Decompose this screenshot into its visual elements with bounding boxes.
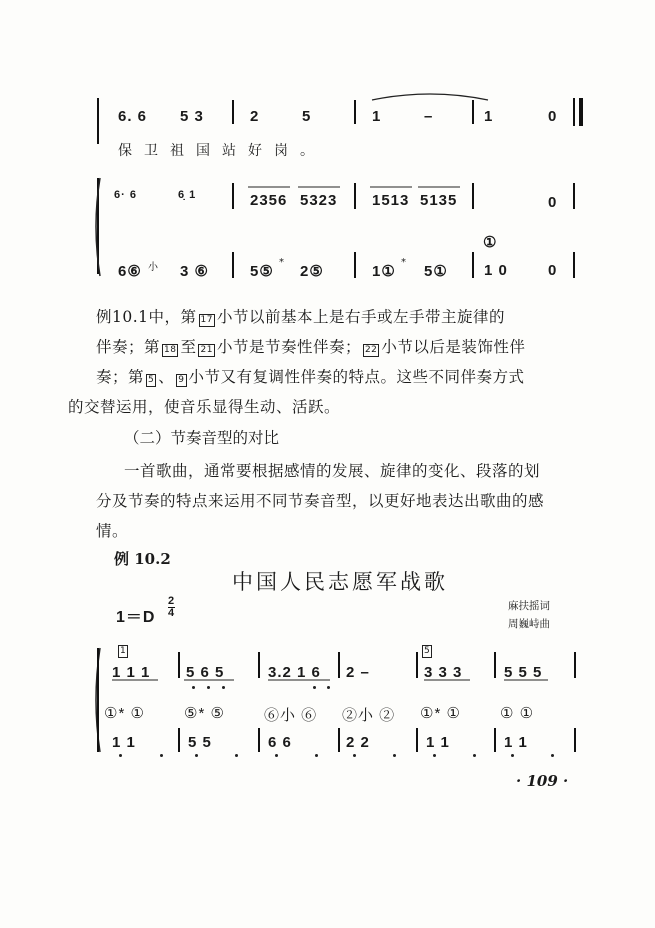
accomp-upper: ②小 ② <box>342 707 396 724</box>
composer: 周巍峙曲 <box>508 618 550 630</box>
bass-note: ① <box>483 234 498 251</box>
bass-note: 3 ⑥ <box>180 263 209 280</box>
text: 、 <box>158 368 175 386</box>
text: 例10.1中，第 <box>96 308 197 326</box>
para-line <box>96 332 586 362</box>
para-line <box>96 362 586 392</box>
bar-line <box>258 728 260 752</box>
bar-line <box>338 728 340 752</box>
measure-box: 17 <box>200 315 213 325</box>
octave-dot <box>327 686 330 689</box>
octave-dot <box>551 754 554 757</box>
tie-curve <box>372 94 488 100</box>
chord-stack: 6· 6 <box>114 189 137 201</box>
bass-mark: * <box>279 257 284 268</box>
key-signature: 1＝D <box>116 609 156 626</box>
octave-dot <box>192 686 195 689</box>
bass-mark: * <box>401 257 406 268</box>
accomp-lower: 1 1 <box>112 734 136 751</box>
octave-dot <box>433 754 436 757</box>
melody-note: 2 <box>250 108 260 125</box>
accomp-upper: ①* ① <box>420 705 461 722</box>
lyrics: 保卫祖国站好岗。 <box>118 143 326 159</box>
bass-note: 1① <box>372 263 396 280</box>
text: 小节又有复调性伴奏的特点。这些不同伴奏方式 <box>188 368 525 386</box>
section-heading: （二）节奏音型的对比 <box>124 429 280 447</box>
bar-line <box>494 728 496 752</box>
text: 伴奏；第 <box>96 338 161 356</box>
time-top: 2 <box>168 595 176 607</box>
octave-dot <box>353 754 356 757</box>
accomp-lower: 5 5 <box>188 734 212 751</box>
chord-rest: 0 <box>548 194 558 211</box>
chord-run: 5135 <box>420 192 458 209</box>
bass-mark: 小 <box>148 262 158 273</box>
measure-box: 21 <box>200 345 213 355</box>
paragraph-2 <box>96 456 586 546</box>
octave-dot <box>207 686 210 689</box>
bar-line <box>178 728 180 752</box>
octave-dot <box>275 754 278 757</box>
melody-note: 5 5 5 <box>504 664 543 681</box>
measure-box: 22 <box>364 345 378 355</box>
chord-run: 2356 <box>250 192 288 209</box>
melody-note: 5 6 5 <box>186 664 225 681</box>
melody-note: 2 – <box>346 664 370 681</box>
melody-note: 1 1 1 <box>112 664 151 681</box>
system-start-bar <box>97 648 99 752</box>
text: 至 <box>180 338 197 356</box>
melody-note: – <box>424 108 434 125</box>
bar-line <box>416 652 418 678</box>
text: 的交替运用，使音乐显得生动、活跃。 <box>68 398 341 416</box>
text: 小节以前基本上是右手或左手带主旋律的 <box>216 308 505 326</box>
accomp-upper: ⑥小 ⑥ <box>264 707 318 724</box>
octave-dot <box>315 754 318 757</box>
octave-dot <box>313 686 316 689</box>
melody-note: 1 <box>484 108 494 125</box>
para-line <box>96 302 586 332</box>
octave-dot <box>235 754 238 757</box>
melody-note: 0 <box>548 108 558 125</box>
bar-line <box>338 652 340 678</box>
accomp-upper: ①* ① <box>104 705 145 722</box>
para-line: 分及节奏的特点来运用不同节奏音型，以更好地表达出歌曲的感 <box>96 492 545 510</box>
para-line <box>68 392 586 422</box>
paragraph-1 <box>68 302 586 422</box>
octave-dot <box>222 686 225 689</box>
accomp-lower: 2 2 <box>346 734 370 751</box>
measure-box: 1 <box>120 646 126 656</box>
bass-note: 5⑤ <box>250 263 274 280</box>
para-line: 一首歌曲，通常要根据感情的发展、旋律的变化、段落的划 <box>124 462 541 480</box>
accomp-upper: ⑤* ⑤ <box>184 705 225 722</box>
measure-number-5 <box>420 638 434 658</box>
accomp-lower: 1 1 <box>504 734 528 751</box>
octave-dot <box>119 754 122 757</box>
melody-note: 3 3 3 <box>424 664 463 681</box>
measure-box: 5 <box>148 375 155 385</box>
octave-dot <box>511 754 514 757</box>
chord-run: 5323 <box>300 192 338 209</box>
melody-note: 3.2 1 6 <box>268 664 321 681</box>
octave-dot <box>195 754 198 757</box>
melody-note: 6. 6 <box>118 108 148 125</box>
chord-run: 1513 <box>372 192 410 209</box>
text: 小节以后是装饰性伴 <box>381 338 526 356</box>
octave-dot <box>473 754 476 757</box>
time-signature <box>168 596 175 619</box>
para-line: 情。 <box>96 522 129 540</box>
measure-number-1 <box>116 638 130 658</box>
lyricist: 麻扶摇词 <box>508 600 550 612</box>
octave-dot <box>160 754 163 757</box>
melody-note: 1 <box>372 108 382 125</box>
song-title: 中国人民志愿军战歌 <box>232 570 448 594</box>
bass-note: 6⑥ <box>118 263 142 280</box>
brace-curve <box>96 178 100 276</box>
accomp-upper: ① ① <box>500 705 535 722</box>
bass-note: 0 <box>548 262 558 279</box>
bar-line <box>494 652 496 678</box>
accomp-lower: 6 6 <box>268 734 292 751</box>
chord-stack: 6̣ 1 <box>178 189 197 201</box>
measure-box: 9 <box>178 375 185 385</box>
measure-box: 18 <box>164 345 177 355</box>
text: 小节是节奏性伴奏； <box>216 338 361 356</box>
bass-note: 2⑤ <box>300 263 324 280</box>
melody-note: 5 <box>302 108 312 125</box>
bass-note: 1 0 <box>484 262 508 279</box>
measure-box: 5 <box>424 646 430 656</box>
bar-line <box>416 728 418 752</box>
text: 奏；第 <box>96 368 145 386</box>
bar-line <box>258 652 260 678</box>
time-bottom: 4 <box>168 607 176 619</box>
bar-line <box>178 652 180 678</box>
page-number: · 109 · <box>516 772 569 790</box>
example-label: 例 10.2 <box>114 550 171 568</box>
bass-note: 5① <box>424 263 448 280</box>
bar-line <box>574 728 576 752</box>
octave-dot <box>393 754 396 757</box>
bar-line <box>574 652 576 678</box>
melody-note: 5 3 <box>180 108 204 125</box>
accomp-lower: 1 1 <box>426 734 450 751</box>
